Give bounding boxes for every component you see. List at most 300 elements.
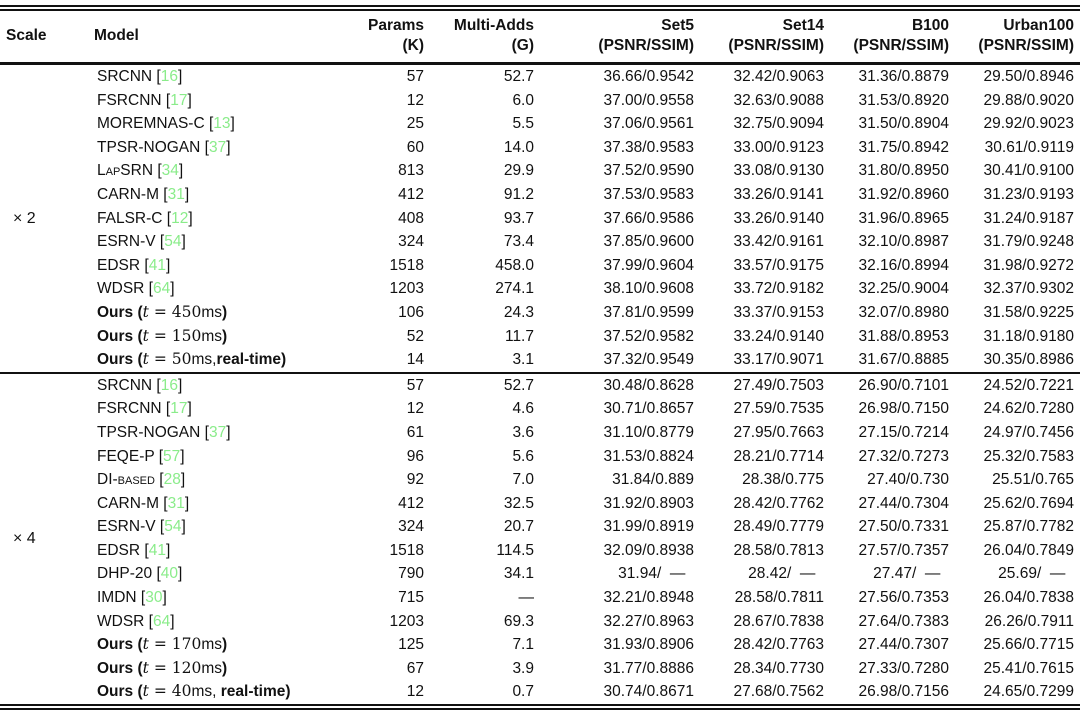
model-cell: ESRN-V [54] <box>97 518 186 536</box>
model-name-segment: t <box>142 350 149 369</box>
set14-value: 28.21/0.7714 <box>733 447 824 465</box>
model-name-segment: = 450 <box>148 302 202 321</box>
b100-value: 26.98/0.7150 <box>858 400 949 418</box>
model-cell: CARN-M [31] <box>97 185 190 203</box>
b100-value: 27.32/0.7273 <box>858 447 949 465</box>
scale-cell: × 4 <box>13 530 36 548</box>
model-name-segment: ) <box>222 303 228 321</box>
table-row <box>0 325 1080 349</box>
citation-ref: 31 <box>167 185 185 203</box>
params-value: 106 <box>398 303 424 321</box>
params-value: 57 <box>406 68 424 85</box>
params-value: 1518 <box>389 541 424 559</box>
set14-value: 28.58/0.7811 <box>734 589 824 607</box>
header-set5-line1: Set5 <box>661 17 694 34</box>
results-table <box>0 5 1080 710</box>
table-row <box>0 136 1080 160</box>
citation-ref: 64 <box>152 612 171 630</box>
urban100-value: 25.69/ — <box>998 565 1074 583</box>
model-name-segment: t <box>142 302 149 321</box>
multiadds-value: 29.9 <box>503 162 534 180</box>
set14-value: 28.34/0.7730 <box>733 659 824 677</box>
multiadds-value: 20.7 <box>503 518 534 536</box>
citation-ref: 17 <box>170 91 188 109</box>
set14-value: 27.49/0.7503 <box>733 376 824 394</box>
set5-value: 31.53/0.8824 <box>603 447 694 465</box>
table-row <box>0 515 1080 539</box>
params-value: 14 <box>406 351 424 369</box>
model-name: SRCNN <box>97 68 153 85</box>
set5-value: 37.81/0.9599 <box>603 303 694 321</box>
urban100-value: 31.98/0.9272 <box>983 256 1074 274</box>
table-row <box>0 468 1080 492</box>
urban100-value: 25.62/0.7694 <box>983 494 1074 512</box>
params-value: 408 <box>398 209 424 227</box>
set5-value: 31.77/0.8886 <box>603 659 694 677</box>
urban100-value: 25.51/0.765 <box>992 471 1074 489</box>
model-cell <box>88 657 356 681</box>
table-row <box>0 421 1080 445</box>
table-row <box>0 445 1080 469</box>
table-row <box>0 230 1080 254</box>
set5-value: 30.48/0.8628 <box>603 376 694 394</box>
multiadds-value: 93.7 <box>503 209 534 227</box>
set5-value: 37.85/0.9600 <box>603 233 694 251</box>
set5-value: 36.66/0.9542 <box>603 68 694 85</box>
b100-value: 27.15/0.7214 <box>858 423 949 441</box>
params-value: 60 <box>406 138 424 156</box>
multiadds-value: 4.6 <box>512 400 534 418</box>
model-name: EDSR <box>97 541 141 559</box>
urban100-value: 26.26/0.7911 <box>984 612 1074 630</box>
table-row <box>0 159 1080 183</box>
header-b100 <box>830 8 955 64</box>
params-value: 412 <box>398 494 424 512</box>
multiadds-value: 69.3 <box>503 612 534 630</box>
set5-value: 37.52/0.9590 <box>603 162 694 180</box>
model-cell: LapSRN [34] <box>97 162 184 180</box>
urban100-value: 30.41/0.9100 <box>983 162 1074 180</box>
urban100-value: 31.79/0.9248 <box>983 233 1074 251</box>
citation-ref: 54 <box>164 518 182 536</box>
urban100-value: 29.88/0.9020 <box>983 91 1074 109</box>
citation-ref: 31 <box>167 494 185 512</box>
model-name-segment: ms <box>201 303 222 321</box>
params-value: 12 <box>406 91 424 109</box>
table-row <box>0 373 1080 398</box>
header-set14-line2: (PSNR/SSIM) <box>728 37 824 54</box>
model-name-segment: Ours ( <box>97 303 143 321</box>
model-cell: EDSR [41] <box>97 541 171 559</box>
urban100-value: 31.23/0.9193 <box>983 185 1074 203</box>
citation-ref: 34 <box>161 162 179 180</box>
urban100-value: 26.04/0.7838 <box>983 589 1074 607</box>
multiadds-value: 73.4 <box>503 233 534 251</box>
model-name: CARN-M <box>97 185 159 203</box>
set14-value: 27.59/0.7535 <box>733 400 824 418</box>
model-cell <box>88 680 356 707</box>
multiadds-value: 5.6 <box>512 447 534 465</box>
model-cell <box>88 325 356 349</box>
citation-ref: 16 <box>160 68 178 85</box>
model-name-segment: = 170 <box>148 635 202 654</box>
set5-value: 31.94/ — <box>618 565 694 583</box>
model-cell: FSRCNN [17] <box>97 91 192 109</box>
model-name-segment: Ours ( <box>97 327 143 345</box>
b100-value: 31.67/0.8885 <box>858 351 949 369</box>
set14-value: 33.26/0.9140 <box>733 209 824 227</box>
multiadds-value: 32.5 <box>503 494 534 512</box>
table-row <box>0 348 1080 373</box>
urban100-value: 32.37/0.9302 <box>983 280 1074 298</box>
table-row <box>0 539 1080 563</box>
table-row <box>0 112 1080 136</box>
set14-value: 28.42/ — <box>748 565 824 583</box>
section-scale-x4 <box>0 373 1080 707</box>
citation-ref: 57 <box>163 447 181 465</box>
b100-value: 31.96/0.8965 <box>858 209 949 227</box>
set5-value: 32.21/0.8948 <box>603 589 694 607</box>
model-cell <box>88 348 356 373</box>
set14-value: 32.75/0.9094 <box>733 115 824 133</box>
table-row <box>0 492 1080 516</box>
params-value: 125 <box>398 636 424 654</box>
set5-value: 37.00/0.9558 <box>603 91 694 109</box>
section-scale-x2 <box>0 64 1080 373</box>
header-scale: Scale <box>6 27 47 44</box>
header-urban100 <box>955 8 1080 64</box>
model-name: CARN-M <box>97 494 159 512</box>
model-name-segment: ) <box>222 659 228 677</box>
model-cell: FALSR-C [12] <box>97 209 193 227</box>
params-value: 12 <box>406 400 424 418</box>
model-name: ESRN-V <box>97 233 156 251</box>
header-urban100-line2: (PSNR/SSIM) <box>978 37 1074 54</box>
b100-value: 32.10/0.8987 <box>858 233 949 251</box>
model-cell: TPSR-NOGAN [37] <box>97 423 231 441</box>
multiadds-value: 14.0 <box>503 138 534 156</box>
urban100-value: 24.62/0.7280 <box>983 400 1074 418</box>
model-cell: FEQE-P [57] <box>97 447 185 465</box>
urban100-value: 31.18/0.9180 <box>983 327 1074 345</box>
scale-cell: × 2 <box>13 209 36 227</box>
model-name-segment: ms, <box>191 351 217 369</box>
model-name: FALSR-C <box>97 209 163 227</box>
multiadds-value: 5.5 <box>512 115 534 133</box>
model-name-segment: ) <box>222 327 228 345</box>
params-value: 1203 <box>389 612 424 630</box>
set5-value: 37.32/0.9549 <box>603 351 694 369</box>
table-row <box>0 89 1080 113</box>
model-name-segment: real-time) <box>216 351 287 369</box>
params-value: 324 <box>398 518 424 536</box>
model-name-segment: Ours ( <box>97 636 143 654</box>
urban100-value: 30.61/0.9119 <box>984 138 1074 156</box>
set14-value: 32.63/0.9088 <box>733 91 824 109</box>
params-value: 61 <box>406 423 424 441</box>
multiadds-value: 0.7 <box>512 683 534 701</box>
b100-value: 31.53/0.8920 <box>858 91 949 109</box>
urban100-value: 25.87/0.7782 <box>983 518 1074 536</box>
set5-value: 30.71/0.8657 <box>603 400 694 418</box>
header-model: Model <box>94 27 139 44</box>
header-set5-line2: (PSNR/SSIM) <box>598 37 694 54</box>
model-name: LapSRN <box>97 162 154 180</box>
model-cell: IMDN [30] <box>97 589 167 607</box>
header-multiadds <box>430 8 540 64</box>
urban100-value: 24.65/0.7299 <box>983 683 1074 701</box>
params-value: 57 <box>406 376 424 394</box>
model-name: DHP-20 <box>97 565 153 583</box>
header-urban100-line1: Urban100 <box>1003 17 1074 34</box>
model-name-segment: Ours ( <box>97 683 143 701</box>
multiadds-value: 3.1 <box>512 351 534 369</box>
model-name: MOREMNAS-C <box>97 115 205 133</box>
citation-ref: 37 <box>208 423 227 441</box>
multiadds-value: 6.0 <box>512 91 534 109</box>
params-value: 715 <box>398 589 424 607</box>
model-name-segment: = 120 <box>148 658 202 677</box>
model-name-segment: ms <box>201 636 222 654</box>
set5-value: 37.53/0.9583 <box>603 185 694 203</box>
table-row <box>0 64 1080 89</box>
set14-value: 28.38/0.775 <box>742 471 824 489</box>
set5-value: 37.52/0.9582 <box>603 327 694 345</box>
set14-value: 28.42/0.7763 <box>733 636 824 654</box>
set5-value: 31.10/0.8779 <box>603 423 694 441</box>
params-value: 790 <box>398 565 424 583</box>
set14-value: 28.49/0.7779 <box>733 518 824 536</box>
params-value: 813 <box>398 162 424 180</box>
b100-value: 27.40/0.730 <box>867 471 949 489</box>
citation-ref: 17 <box>170 400 188 418</box>
b100-value: 27.47/ — <box>873 565 949 583</box>
multiadds-value: 52.7 <box>503 68 534 85</box>
model-name-segment: t <box>142 658 149 677</box>
multiadds-value: 24.3 <box>503 303 534 321</box>
set14-value: 33.00/0.9123 <box>733 138 824 156</box>
header-row <box>0 8 1080 64</box>
table-row <box>0 633 1080 657</box>
set5-value: 37.66/0.9586 <box>603 209 694 227</box>
b100-value: 26.98/0.7156 <box>858 683 949 701</box>
set14-value: 33.24/0.9140 <box>733 327 824 345</box>
model-name-segment: t <box>142 326 149 345</box>
set14-value: 27.68/0.7562 <box>733 683 824 701</box>
urban100-value: 29.50/0.8946 <box>983 68 1074 85</box>
params-value: 1518 <box>389 256 424 274</box>
set5-value: 32.27/0.8963 <box>603 612 694 630</box>
model-cell <box>88 633 356 657</box>
model-cell: WDSR [64] <box>97 612 175 630</box>
model-name: FSRCNN <box>97 400 162 418</box>
header-multiadds-line1: Multi-Adds <box>453 17 534 34</box>
b100-value: 27.56/0.7353 <box>858 589 949 607</box>
model-name-segment: t <box>142 682 149 701</box>
b100-value: 32.25/0.9004 <box>858 280 949 298</box>
model-name: IMDN <box>97 589 137 607</box>
citation-ref: 64 <box>152 280 171 298</box>
header-params-line1: Params <box>367 17 424 34</box>
model-name-segment: = 50 <box>148 350 192 369</box>
table-row <box>0 183 1080 207</box>
table-row <box>0 207 1080 231</box>
header-multiadds-line2: (G) <box>511 37 534 54</box>
model-name: FSRCNN <box>97 91 162 109</box>
table-row <box>0 680 1080 707</box>
header-set14 <box>700 8 830 64</box>
set5-value: 38.10/0.9608 <box>603 280 694 298</box>
table-row <box>0 277 1080 301</box>
set14-value: 32.42/0.9063 <box>733 68 824 85</box>
params-value: 52 <box>406 327 424 345</box>
model-name: ESRN-V <box>97 518 156 536</box>
header-params <box>356 8 430 64</box>
model-cell: WDSR [64] <box>97 280 175 298</box>
citation-ref: 13 <box>213 115 231 133</box>
table-row <box>0 301 1080 325</box>
urban100-value: 31.24/0.9187 <box>983 209 1074 227</box>
header-b100-line2: (PSNR/SSIM) <box>853 37 949 54</box>
table-row <box>0 562 1080 586</box>
header-set5 <box>540 8 700 64</box>
b100-value: 27.44/0.7304 <box>858 494 949 512</box>
header-params-line2: (K) <box>402 37 424 54</box>
set5-value: 30.74/0.8671 <box>603 683 694 701</box>
model-cell: SRCNN [16] <box>97 68 183 85</box>
model-name: TPSR-NOGAN <box>97 138 201 156</box>
params-value: 324 <box>398 233 424 251</box>
model-cell: CARN-M [31] <box>97 494 190 512</box>
multiadds-value: 7.0 <box>512 471 534 489</box>
set14-value: 33.37/0.9153 <box>733 303 824 321</box>
model-cell: DI-based [28] <box>97 471 186 489</box>
model-name: WDSR <box>97 280 145 298</box>
urban100-value: 29.92/0.9023 <box>983 115 1074 133</box>
citation-ref: 28 <box>163 471 181 489</box>
citation-ref: 16 <box>160 376 178 394</box>
model-name: DI-based <box>97 471 155 489</box>
citation-ref: 41 <box>148 541 166 559</box>
citation-ref: 12 <box>171 209 189 227</box>
table-row <box>0 657 1080 681</box>
params-value: 25 <box>406 115 424 133</box>
urban100-value: 31.58/0.9225 <box>983 303 1074 321</box>
b100-value: 27.44/0.7307 <box>858 636 949 654</box>
model-cell: MOREMNAS-C [13] <box>97 115 235 133</box>
urban100-value: 25.32/0.7583 <box>983 447 1074 465</box>
citation-ref: 40 <box>160 565 179 583</box>
model-name: FEQE-P <box>97 447 155 465</box>
model-name-segment: ms <box>201 327 222 345</box>
header-b100-line1: B100 <box>911 17 949 34</box>
table-header <box>0 8 1080 64</box>
model-name: TPSR-NOGAN <box>97 423 201 441</box>
set14-value: 33.26/0.9141 <box>733 185 824 203</box>
model-name: EDSR <box>97 256 141 274</box>
table-row <box>0 610 1080 634</box>
b100-value: 26.90/0.7101 <box>858 376 949 394</box>
multiadds-value: 458.0 <box>495 256 534 274</box>
set14-value: 28.67/0.7838 <box>733 612 824 630</box>
set14-value: 33.57/0.9175 <box>733 256 824 274</box>
table-row <box>0 397 1080 421</box>
b100-value: 31.88/0.8953 <box>858 327 949 345</box>
model-name-segment: real-time) <box>220 683 291 701</box>
header-set14-line1: Set14 <box>782 17 824 34</box>
set5-value: 32.09/0.8938 <box>603 541 694 559</box>
model-name: SRCNN <box>97 376 153 394</box>
b100-value: 31.36/0.8879 <box>858 68 949 85</box>
multiadds-value: 91.2 <box>503 185 534 203</box>
params-value: 12 <box>406 683 424 701</box>
params-value: 67 <box>406 659 424 677</box>
citation-ref: 54 <box>164 233 182 251</box>
model-cell: FSRCNN [17] <box>97 400 192 418</box>
model-cell: SRCNN [16] <box>97 376 183 394</box>
set5-value: 37.38/0.9583 <box>603 138 694 156</box>
set5-value: 37.06/0.9561 <box>603 115 694 133</box>
urban100-value: 24.52/0.7221 <box>983 376 1074 394</box>
multiadds-value: 11.7 <box>504 327 534 345</box>
set5-value: 31.93/0.8906 <box>603 636 694 654</box>
table-row <box>0 254 1080 278</box>
urban100-value: 26.04/0.7849 <box>983 541 1074 559</box>
model-cell: EDSR [41] <box>97 256 171 274</box>
b100-value: 31.92/0.8960 <box>858 185 949 203</box>
set5-value: 31.84/0.889 <box>612 471 694 489</box>
multiadds-value: 52.7 <box>503 376 534 394</box>
b100-value: 27.64/0.7383 <box>858 612 949 630</box>
urban100-value: 24.97/0.7456 <box>983 423 1074 441</box>
set14-value: 33.08/0.9130 <box>733 162 824 180</box>
model-cell <box>88 301 356 325</box>
params-value: 96 <box>406 447 424 465</box>
model-cell: ESRN-V [54] <box>97 233 186 251</box>
model-name-segment: ms <box>201 659 222 677</box>
model-name-segment: = 40 <box>148 682 192 701</box>
params-value: 1203 <box>389 280 424 298</box>
set14-value: 33.42/0.9161 <box>733 233 824 251</box>
b100-value: 27.50/0.7331 <box>858 518 949 536</box>
multiadds-value: 34.1 <box>503 565 534 583</box>
set5-value: 31.99/0.8919 <box>603 518 694 536</box>
b100-value: 31.50/0.8904 <box>858 115 949 133</box>
set5-value: 31.92/0.8903 <box>603 494 694 512</box>
b100-value: 32.16/0.8994 <box>858 256 949 274</box>
model-name-segment: ms, <box>191 683 221 701</box>
params-value: 412 <box>398 185 424 203</box>
model-name-segment: = 150 <box>148 326 202 345</box>
model-cell: TPSR-NOGAN [37] <box>97 138 231 156</box>
set14-value: 28.58/0.7813 <box>733 541 824 559</box>
model-cell: DHP-20 [40] <box>97 565 183 583</box>
params-value: 92 <box>406 471 424 489</box>
b100-value: 31.80/0.8950 <box>858 162 949 180</box>
table-row <box>0 586 1080 610</box>
multiadds-value: — <box>518 589 534 607</box>
multiadds-value: 3.9 <box>512 659 534 677</box>
model-name-segment: Ours ( <box>97 351 143 369</box>
b100-value: 27.57/0.7357 <box>858 541 949 559</box>
multiadds-value: 274.1 <box>495 280 534 298</box>
citation-ref: 30 <box>145 589 163 607</box>
set14-value: 28.42/0.7762 <box>733 494 824 512</box>
citation-ref: 37 <box>208 138 227 156</box>
multiadds-value: 7.1 <box>512 636 534 654</box>
set14-value: 27.95/0.7663 <box>733 423 824 441</box>
b100-value: 31.75/0.8942 <box>858 138 949 156</box>
